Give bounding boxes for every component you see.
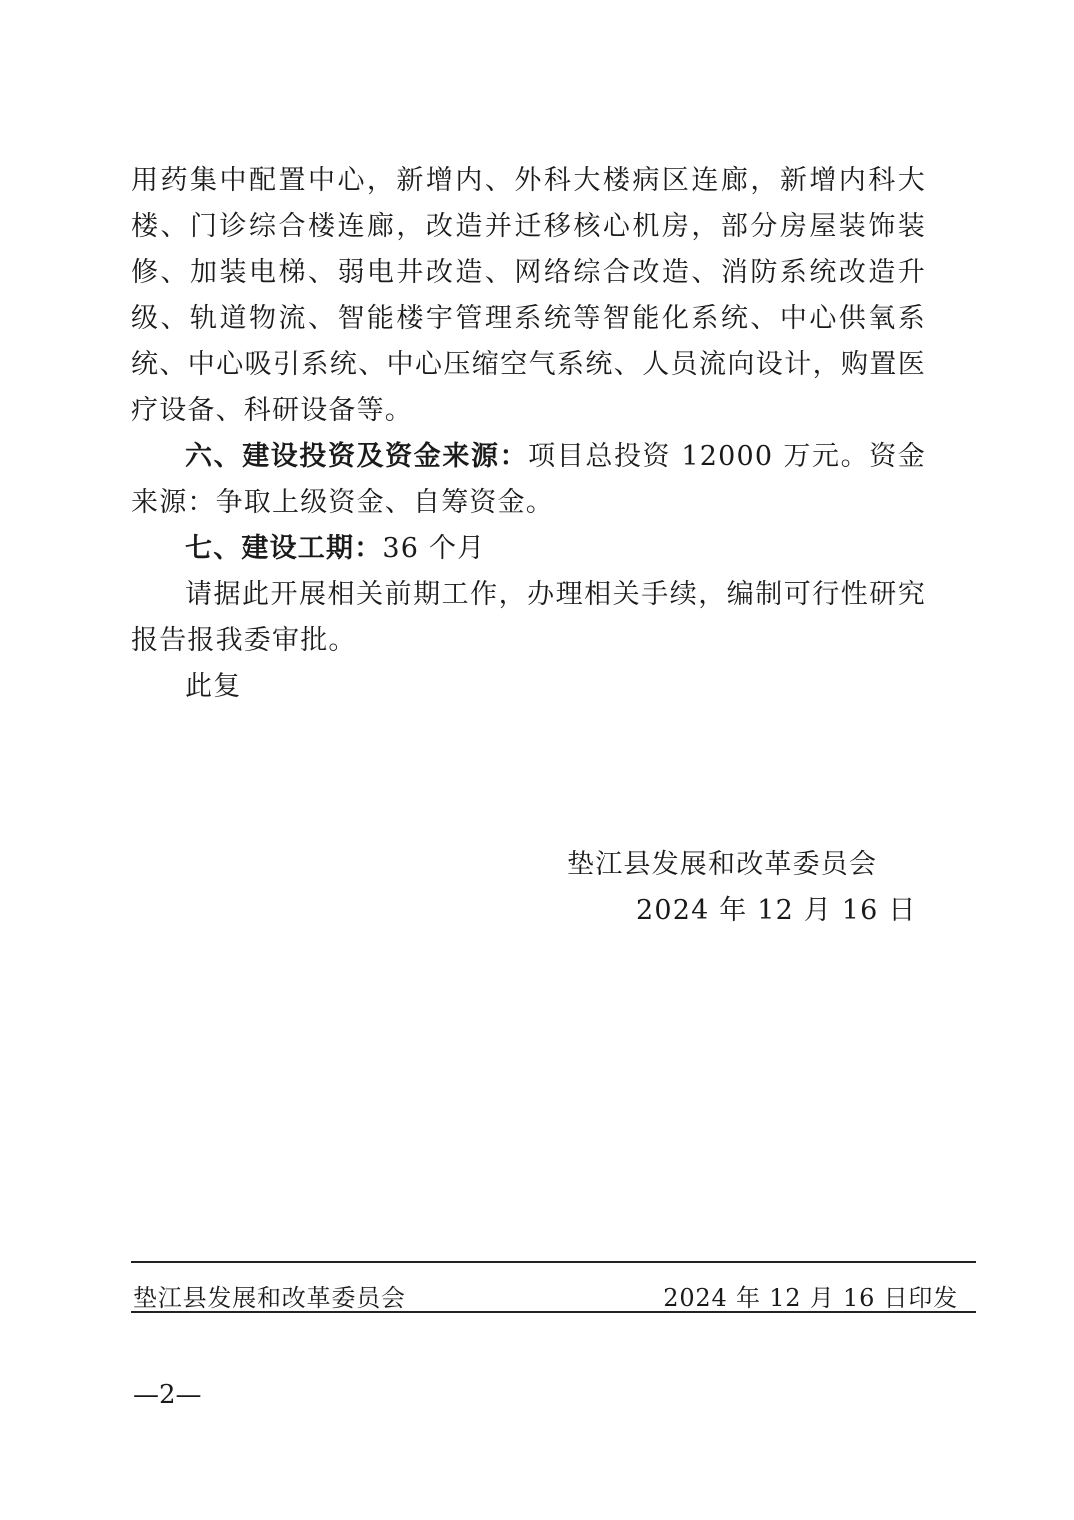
project-scope-paragraph: 用药集中配置中心，新增内、外科大楼病区连廊，新增内科大楼、门诊综合楼连廊，改造并迁移核心机房，部分房屋装饰装修、加装电梯、弱电井改造、网络综合改造、消防系统改造升级、轨道物流、智能楼宇管理系统等智能化系统、中心供氧系统、中心吸引系统、中心压缩空气系统、人员流向设计，购置医疗设备、科研设备等。 (131, 165, 926, 426)
footer-issuer: 垫江县发展和改革委员会 (133, 1284, 406, 1312)
footer-issue-date: 2024 年 12 月 16 日印发 (663, 1284, 958, 1312)
page-number: —2— (133, 1380, 202, 1410)
section-duration-text: 36 个月 (382, 533, 486, 564)
closing-phrase: 此复 (185, 671, 242, 702)
instruction-paragraph: 请据此开展相关前期工作，办理相关手续，编制可行性研究报告报我委审批。 (131, 579, 926, 656)
section-investment (131, 434, 926, 526)
section-duration (131, 526, 926, 572)
footer-bottom-rule (131, 1311, 976, 1313)
document-body (131, 158, 926, 710)
section-investment-heading: 六、建设投资及资金来源： (185, 441, 529, 472)
footer-top-rule (131, 1261, 976, 1263)
signature-date: 2024 年 12 月 16 日 (636, 895, 917, 926)
section-investment-text: 项目总投资 12000 万元。资金来源：争取上级资金、自筹资金。 (131, 441, 926, 518)
section-duration-heading: 七、建设工期： (185, 533, 383, 564)
signature-organization: 垫江县发展和改革委员会 (567, 849, 878, 880)
